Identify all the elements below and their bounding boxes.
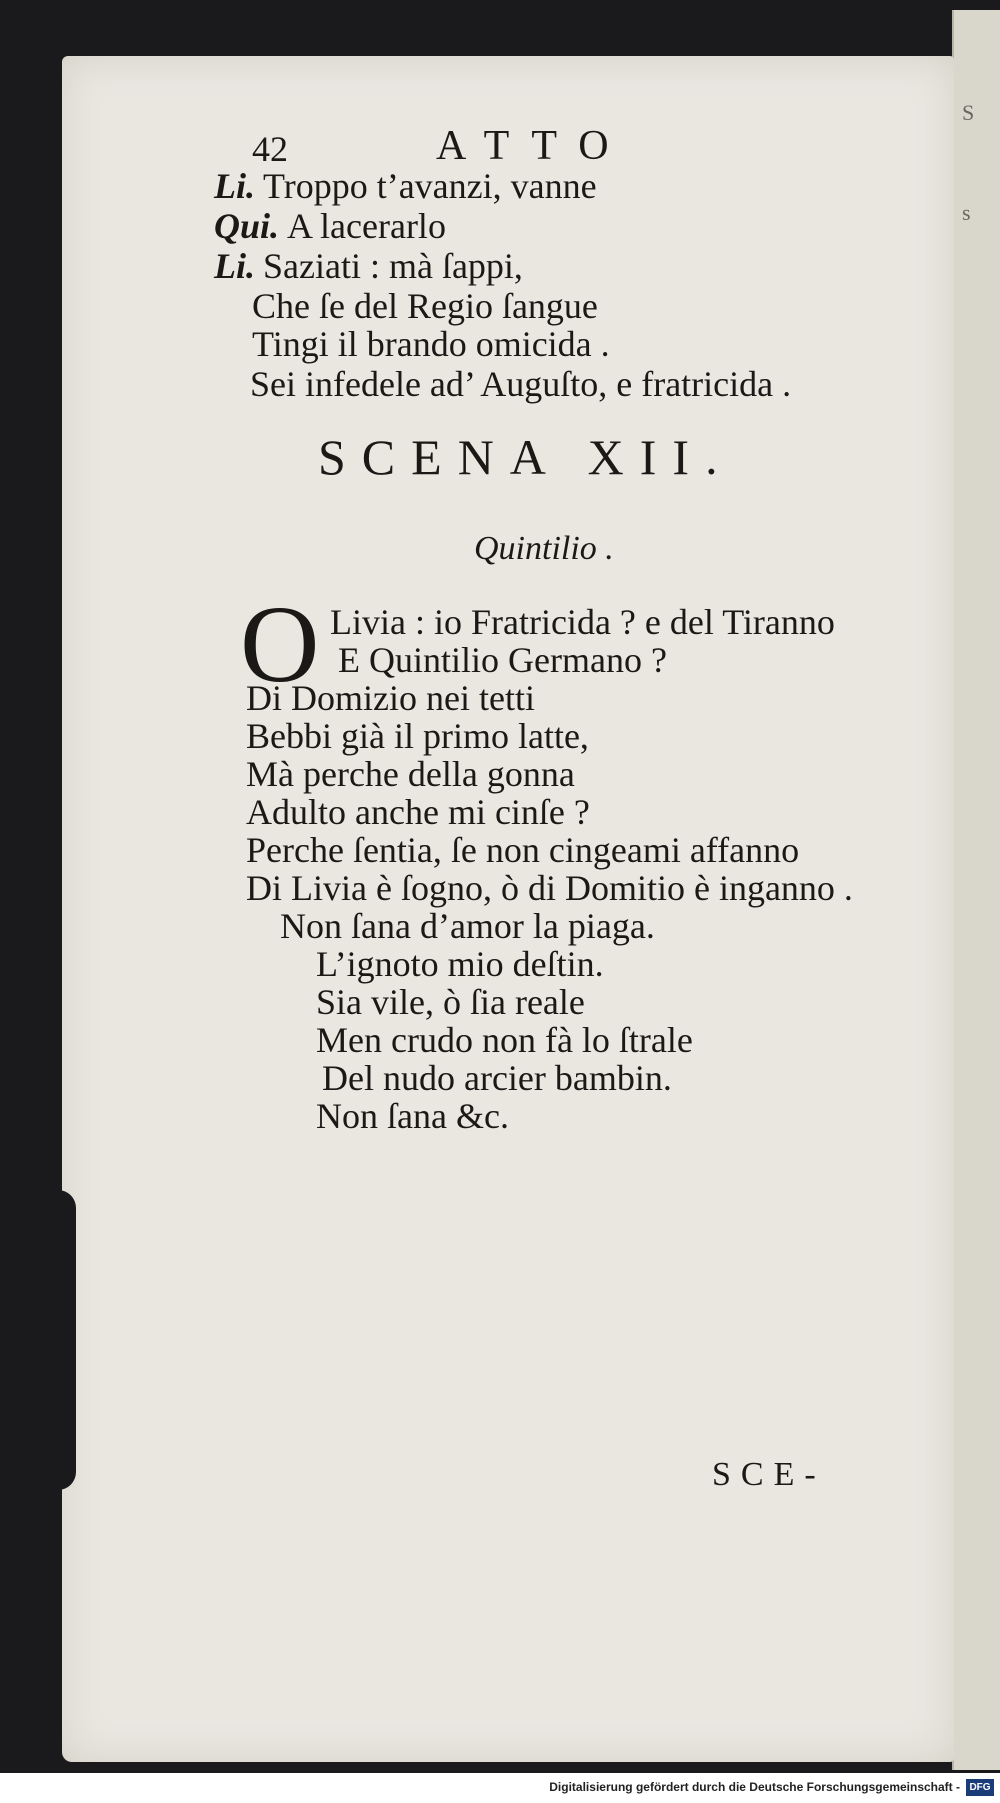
verse-line: Bebbi già il primo latte,	[246, 716, 589, 756]
speaker-label: Qui.	[214, 206, 280, 246]
verse-line: Del nudo arcier bambin.	[322, 1058, 672, 1098]
speaker-label: Li.	[214, 246, 255, 286]
verse-line: Di Domizio nei tetti	[246, 678, 535, 718]
dialogue-text: A lacerarlo	[287, 206, 446, 246]
verse-line: Di Livia è ſogno, ò di Domitio è inganno .	[246, 868, 853, 908]
verse-line: Non ſana &c.	[316, 1096, 509, 1136]
dialogue-text: Sei infedele ad’ Auguſto, e fratricida .	[250, 364, 792, 404]
dialogue-line	[252, 326, 610, 362]
character-name: Quintilio .	[474, 530, 614, 567]
dialogue-text: Troppo t’avanzi, vanne	[263, 166, 597, 206]
verse-line: Perche ſentia, ſe non cingeami affanno	[246, 830, 800, 870]
adjacent-page-edge	[952, 10, 1000, 1770]
verse-line: Livia : io Fratricida ? e del Tiranno	[330, 602, 835, 642]
bleed-letter: S	[962, 100, 975, 125]
funding-credit: Digitalisierung gefördert durch die Deutsche Forschungsgemeinschaft -	[549, 1780, 960, 1794]
drop-cap: O	[240, 583, 320, 705]
dialogue-text: Tingi il brando omicida .	[252, 324, 610, 364]
verse-line: E Quintilio Germano ?	[338, 640, 667, 680]
bleed-letter: s	[962, 200, 971, 225]
catchword: SCE-	[712, 1456, 826, 1493]
page-edge-damage	[52, 1190, 76, 1490]
verse-line: Adulto anche mi cinſe ?	[246, 792, 590, 832]
dialogue-text: Saziati : mà ſappi,	[263, 246, 523, 286]
dialogue-line	[252, 288, 598, 324]
dialogue-line	[214, 248, 523, 284]
dialogue-line	[214, 168, 597, 204]
digitization-footer	[0, 1773, 1000, 1803]
verse-line: L’ignoto mio deſtin.	[316, 944, 604, 984]
dialogue-text: Che ſe del Regio ſangue	[252, 286, 598, 326]
running-title: ATTO	[436, 123, 631, 169]
verse-line: Mà perche della gonna	[246, 754, 575, 794]
verse-line: Men crudo non fà lo ſtrale	[316, 1020, 693, 1060]
dfg-logo-icon: DFG	[966, 1779, 994, 1796]
page-number: 42	[252, 129, 288, 169]
dialogue-line	[214, 208, 446, 244]
verse-line: Non ſana d’amor la piaga.	[280, 906, 655, 946]
speaker-label: Li.	[214, 166, 255, 206]
dialogue-line	[250, 366, 791, 402]
scene-heading: SCENA XII.	[318, 429, 734, 485]
verse-line: Sia vile, ò ſia reale	[316, 982, 585, 1022]
